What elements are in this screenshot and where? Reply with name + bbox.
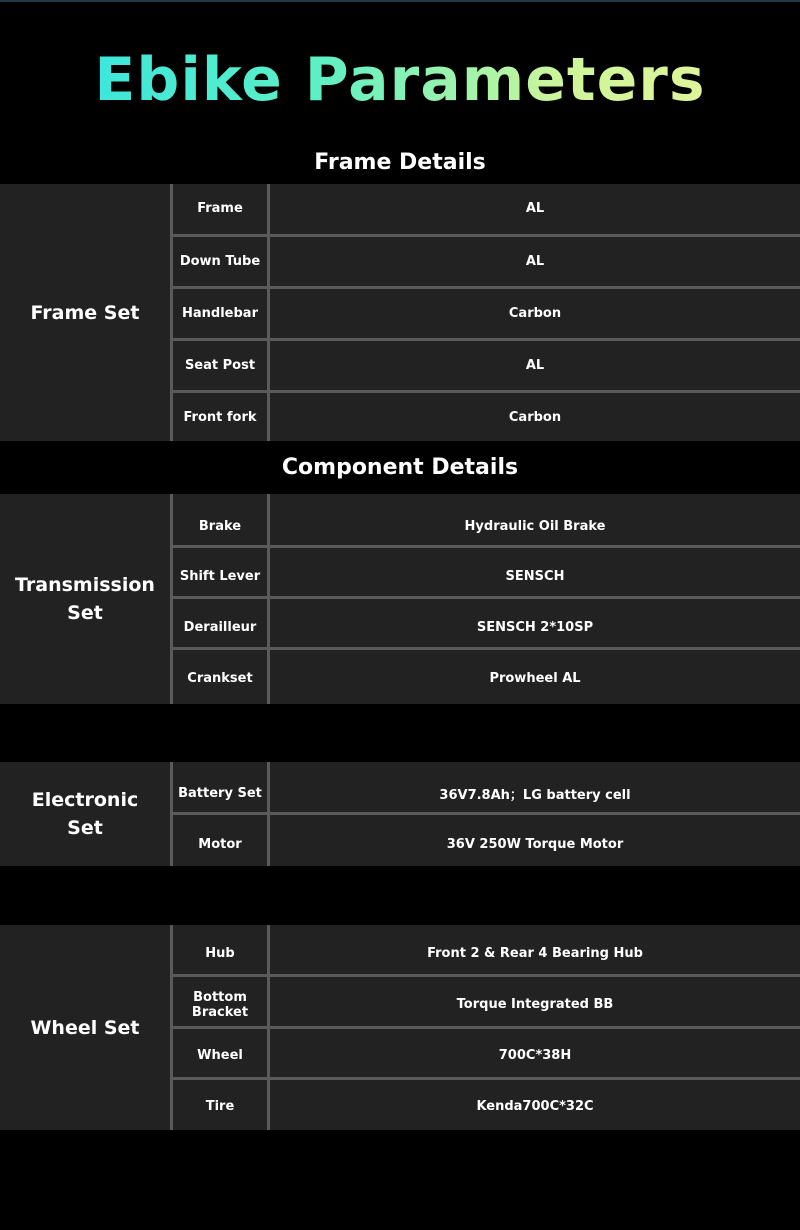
spec-value: Carbon	[508, 306, 562, 321]
spec-row-crankset	[173, 654, 800, 703]
spec-value: AL	[525, 358, 545, 373]
spec-row-battery-set	[173, 769, 800, 818]
spec-row-bottom-bracket	[173, 980, 800, 1029]
spec-row-motor	[173, 820, 800, 869]
spec-name: Brake	[198, 519, 242, 534]
page-title: Ebike Parameters	[0, 40, 800, 120]
spec-name: Shift Lever	[179, 569, 261, 584]
spec-row-front-fork	[173, 393, 800, 442]
spec-row-tire	[173, 1082, 800, 1131]
transmission-set-group	[0, 494, 800, 704]
group-label-wheel-set: Wheel Set	[0, 925, 170, 1130]
spec-name: Front fork	[183, 410, 257, 425]
spec-name: Handlebar	[182, 306, 258, 321]
spec-value: Torque Integrated BB	[456, 997, 614, 1012]
spec-value: 36V7.8Ah；LG battery cell	[439, 788, 631, 803]
spec-name: Hub	[205, 946, 235, 961]
row-divider	[173, 545, 800, 548]
spec-name: Wheel	[197, 1048, 243, 1063]
spec-value: SENSCH	[505, 569, 565, 584]
spec-value: Prowheel AL	[489, 671, 581, 686]
row-divider	[173, 647, 800, 650]
row-divider	[173, 974, 800, 977]
frame-set-group	[0, 184, 800, 441]
spec-value: Kenda700C*32C	[476, 1099, 594, 1114]
section-heading-component-details: Component Details	[281, 455, 519, 480]
row-divider	[173, 1026, 800, 1029]
row-divider	[173, 596, 800, 599]
electronic-set-group	[0, 762, 800, 866]
top-divider	[0, 0, 800, 2]
spec-value: 700C*38H	[498, 1048, 572, 1063]
spec-row-hub	[173, 929, 800, 978]
spec-value: AL	[525, 254, 545, 269]
spec-value: Carbon	[508, 410, 562, 425]
spec-row-seat-post	[173, 341, 800, 390]
spec-row-wheel	[173, 1031, 800, 1080]
spec-row-handlebar	[173, 289, 800, 338]
group-label-frame-set: Frame Set	[0, 184, 170, 441]
spec-row-derailleur	[173, 603, 800, 652]
spec-row-brake	[173, 502, 800, 551]
spec-row-frame	[173, 184, 800, 233]
group-label-transmission-set: Transmission Set	[0, 494, 170, 704]
spec-name: Down Tube	[179, 254, 261, 269]
spec-name: Motor	[198, 837, 242, 852]
spec-value: AL	[525, 201, 545, 216]
spec-name: Crankset	[187, 671, 253, 686]
spec-name: Frame	[197, 201, 243, 216]
spec-name: Seat Post	[184, 358, 256, 373]
row-divider	[173, 1077, 800, 1080]
group-label-electronic-set: Electronic Set	[0, 762, 170, 866]
spec-value: Front 2 & Rear 4 Bearing Hub	[427, 946, 643, 961]
spec-name: Tire	[205, 1099, 235, 1114]
spec-value: SENSCH 2*10SP	[476, 620, 594, 635]
spec-row-down-tube	[173, 237, 800, 286]
section-heading-frame-details: Frame Details	[314, 150, 486, 175]
row-divider	[173, 812, 800, 815]
spec-name: Bottom Bracket	[191, 989, 249, 1020]
spec-name: Derailleur	[183, 620, 257, 635]
spec-row-shift-lever	[173, 552, 800, 601]
spec-value: 36V 250W Torque Motor	[446, 837, 624, 852]
spec-value: Hydraulic Oil Brake	[464, 519, 606, 534]
spec-name: Battery Set	[178, 786, 262, 801]
wheel-set-group	[0, 925, 800, 1130]
